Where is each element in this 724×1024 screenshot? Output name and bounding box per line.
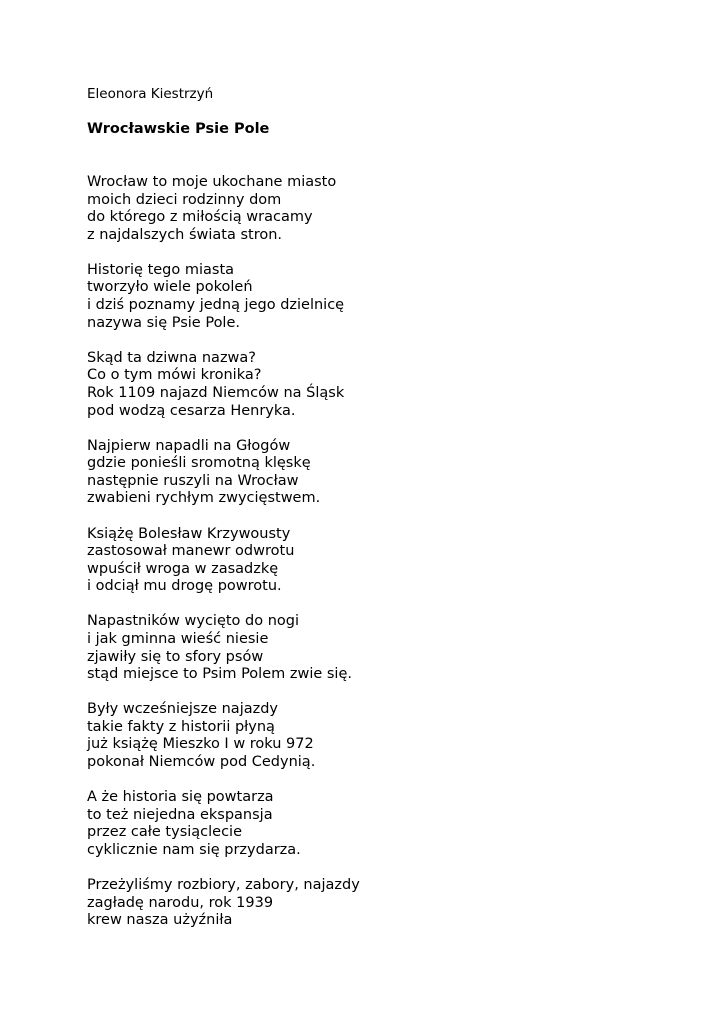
stanza [87,877,687,930]
poem-line: cyklicznie nam się przydarza. [87,841,301,858]
poem-line: wpuścił wroga w zasadzkę [87,560,279,577]
stanza [87,174,687,244]
poem-line: to też niejedna ekspansja [87,806,273,823]
poem-line: do którego z miłością wracamy [87,209,313,226]
poem-line: Historię tego miasta [87,261,235,278]
stanza [87,789,687,859]
poem-line: Przeżyliśmy rozbiory, zabory, najazdy [87,877,360,893]
poem-line: Napastników wycięto do nogi [87,613,300,630]
poem-line: moich dzieci rodzinny dom [87,191,282,208]
stanza [87,526,687,596]
poem-line: stąd miejsce to Psim Polem zwie się. [87,666,352,683]
poem-line: krew nasza użyźniła [87,912,233,929]
poem-line: Były wcześniejsze najazdy [87,701,279,718]
poem-title: Wrocławskie Psie Pole [87,121,270,137]
poem-line: A że historia się powtarza [87,789,274,806]
stanza [87,438,687,508]
poem-line: tworzyło wiele pokoleń [87,279,253,296]
poem-line: Co o tym mówi kronika? [87,367,262,384]
poem-line: i odciął mu drogę powrotu. [87,578,282,595]
poem-line: Najpierw napadli na Głogów [87,437,291,454]
poem-line: następnie ruszyli na Wrocław [87,472,299,489]
stanza [87,262,687,332]
stanza [87,350,687,420]
poem-line: zagładę narodu, rok 1939 [87,894,274,911]
poem-body [87,174,687,947]
poem-line: i dziś poznamy jedną jego dzielnicę [87,297,345,314]
poem-line: Wrocław to moje ukochane miasto [87,174,337,190]
poem-line: takie fakty z historii płyną [87,718,275,735]
poem-line: zjawiły się to sfory psów [87,648,264,665]
author-name: Eleonora Kiestrzyń [87,86,214,102]
poem-line: i jak gminna wieść niesie [87,630,269,647]
poem-line: pokonał Niemców pod Cedynią. [87,754,316,771]
poem-line: Rok 1109 najazd Niemców na Śląsk [87,384,345,401]
stanza [87,701,687,771]
poem-line: zastosował manewr odwrotu [87,543,295,560]
poem-line: nazywa się Psie Pole. [87,314,240,331]
poem-line: już książę Mieszko I w roku 972 [87,736,314,753]
poem-line: przez całe tysiąclecie [87,824,243,841]
stanza [87,613,687,683]
poem-line: pod wodzą cesarza Henryka. [87,402,296,419]
poem-line: Książę Bolesław Krzywousty [87,525,291,542]
poem-line: zwabieni rychłym zwycięstwem. [87,490,321,507]
poem-line: Skąd ta dziwna nazwa? [87,349,256,366]
poem-line: gdzie ponieśli sromotną klęskę [87,455,311,472]
poem-line: z najdalszych świata stron. [87,226,283,243]
